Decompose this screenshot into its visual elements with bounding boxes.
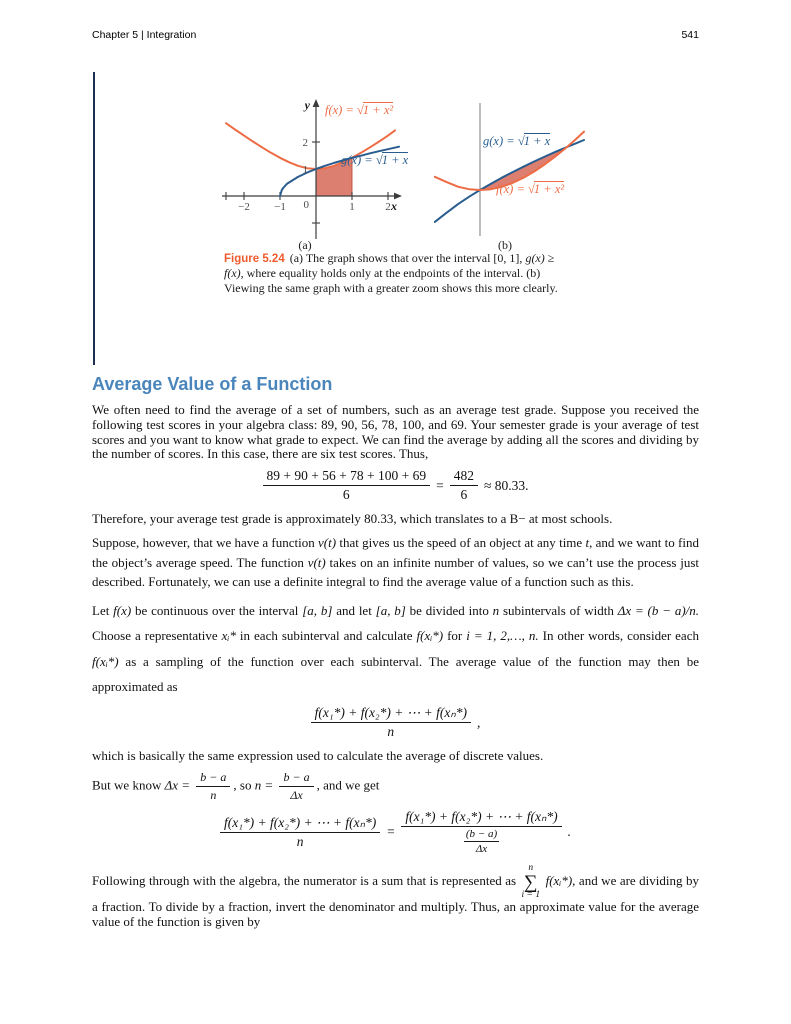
equation-average-approx: $\frac{\text{f(x₁*) + f(x₂*) + ⋯ + f(xₙ*)}}{n}$ , xyxy=(92,705,699,740)
graph-b xyxy=(434,93,589,243)
paragraph-but-we-know: But we know Δx = $\frac{b - a}{n}$ , so n = $\frac{b - a}{\Delta x}$ , and we get xyxy=(92,770,380,803)
radical-icon: √ xyxy=(528,182,535,196)
paragraph-subintervals: Let f(x) be continuous over the interval [a, b] and let [a, b] be divided into n subintervals of width Δx = (b − a)/n. Choose a representative xᵢ* in each subinterval and calculate f(xᵢ*) for i = 1, 2,…, n. In other words, consider each f(xᵢ*) as a sampling of the function over each subinterval. The average value of the function may then be approximated as xyxy=(92,602,700,694)
main-content xyxy=(92,374,699,936)
x-tick-label: −2 xyxy=(238,201,250,213)
figure-5-24 xyxy=(93,72,705,365)
x-tick-label: −1 xyxy=(274,201,286,213)
equation-test-average: $\frac{89 + 90 + 56 + 78 + 100 + 69}{6}$ = $\frac{482}{6}$ ≈ 80.33. xyxy=(92,468,699,503)
origin-label: 0 xyxy=(303,199,309,211)
x-axis-label: x xyxy=(391,199,397,213)
f-curve-label-a: f(x) = √1 + x² xyxy=(325,103,394,117)
g-curve-label-a: g(x) = √1 + x xyxy=(341,153,409,167)
y-axis-arrow xyxy=(313,99,320,107)
summation-icon: n ∑ i = 1 xyxy=(521,863,541,900)
paragraph-intro: We often need to find the average of a set of numbers, such as an average test grade. Suppose you received the following test scores in your algebra class: 89, 90, 56, 78, 100, and 69. Your semester grade is your average of test scores and you want to know what grade to expect. We can find the average by adding all the scores and dividing by the number of scores. In this case, there are six test scores. Thus, xyxy=(92,402,699,462)
paragraph-speed-function: Suppose, however, that we have a function v(t) that gives us the speed of an object at any time t, and we want to find the object’s average speed. The function v(t) takes on an infinite number of values, so we can’t use the process just described. Fortunately, we can use a definite integral to find the average value of a function such as this. xyxy=(92,534,699,590)
figure-tag: Figure 5.24 xyxy=(224,253,285,265)
paragraph-therefore: Therefore, your average test grade is approximately 80.33, which translates to a B− at most schools. xyxy=(92,511,613,527)
subfigure-label-a: (a) xyxy=(298,238,312,252)
x-tick-label: 2 xyxy=(385,201,391,213)
radical-icon: √ xyxy=(375,153,383,167)
y-tick-label: 2 xyxy=(302,137,308,149)
page-number: 541 xyxy=(681,29,699,41)
fraction: $\frac{\text{f(x₁*) + f(x₂*) + ⋯ + f(xₙ*)}}{\frac{(b - a)}{\Delta x}}$ xyxy=(401,809,561,855)
paragraph-following-algebra: Following through with the algebra, the numerator is a sum that is represented as n ∑ i = 1 f(xᵢ*), and we are dividing by a fraction. To divide by a fraction, invert the denominator and multiply. Thus, an approximate value for the average value of the function is given by xyxy=(92,863,700,930)
page-header xyxy=(92,29,699,41)
f-curve-label-b: f(x) = √1 + x² xyxy=(496,182,565,196)
radical-icon: √ xyxy=(517,134,525,148)
fraction: $\frac{\text{f(x₁*) + f(x₂*) + ⋯ + f(xₙ*)}}{n}$ xyxy=(220,815,380,850)
y-tick-label: 1 xyxy=(302,164,308,176)
y-axis-label: y xyxy=(304,98,310,112)
figure-caption: Figure 5.24 (a) The graph shows that over the interval [0, 1], g(x) ≥ f(x), where equality holds only at the endpoints of the interval. (b) Viewing the same graph with a greater zoom shows this more clearly. xyxy=(224,251,558,296)
radical-icon: √ xyxy=(357,103,364,117)
fraction: $\frac{89 + 90 + 56 + 78 + 100 + 69}{6}$ xyxy=(263,468,431,503)
nested-fraction: $\frac{(b - a)}{\Delta x}$ xyxy=(465,828,498,856)
chapter-title: Chapter 5 | Integration xyxy=(92,29,197,41)
paragraph-discrete: which is basically the same expression used to calculate the average of discrete values. xyxy=(92,748,544,764)
g-curve-label-b: g(x) = √1 + x xyxy=(483,134,551,148)
x-tick-label: 1 xyxy=(349,201,355,213)
fraction: $\frac{b - a}{\Delta x}$ xyxy=(279,770,313,803)
fraction: $\frac{482}{6}$ xyxy=(450,468,478,503)
equation-rewrite: $\frac{\text{f(x₁*) + f(x₂*) + ⋯ + f(xₙ*)}}{n}$ = $\frac{\text{f(x₁*) + f(x₂*) + ⋯ + f(xₙ*)}}{\frac{(b - a)}{\Delta x}}$ . xyxy=(92,809,699,855)
fraction: $\frac{b - a}{n}$ xyxy=(196,770,230,803)
fraction: $\frac{\text{f(x₁*) + f(x₂*) + ⋯ + f(xₙ*)}}{n}$ xyxy=(311,705,471,740)
subfigure-label-b: (b) xyxy=(498,238,512,252)
section-title: Average Value of a Function xyxy=(92,374,333,394)
